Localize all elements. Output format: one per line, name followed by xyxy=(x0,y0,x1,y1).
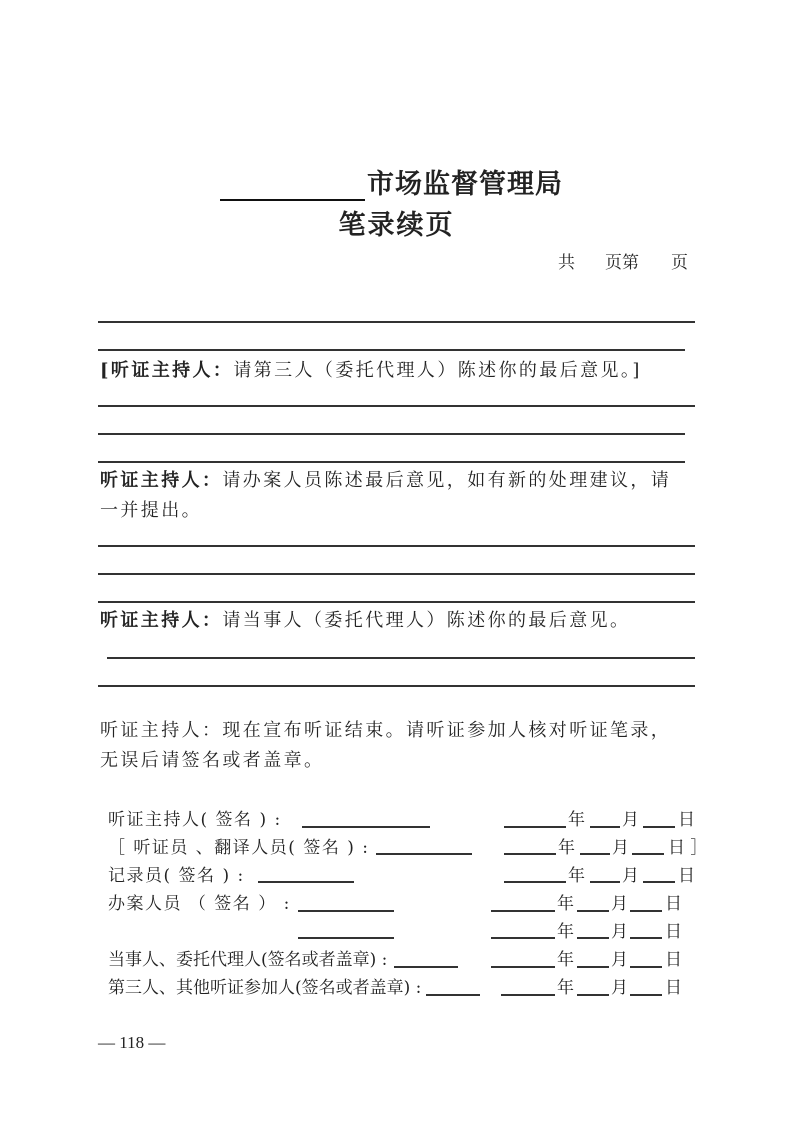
speaker-label: [听证主持人： xyxy=(100,360,234,381)
year-field[interactable] xyxy=(491,937,555,939)
signature-field-hearing-officer[interactable] xyxy=(376,853,472,855)
day-field[interactable] xyxy=(630,966,662,968)
month-label: 月 xyxy=(611,978,628,998)
signature-field-recorder[interactable] xyxy=(258,881,354,883)
agency-title xyxy=(220,162,563,201)
day-label: 日 xyxy=(678,810,695,830)
year-label: 年 xyxy=(557,978,574,998)
month-label: 月 xyxy=(622,810,639,830)
year-label: 年 xyxy=(557,950,574,970)
day-label: 日 ］ xyxy=(668,838,708,858)
writing-line xyxy=(98,349,685,351)
writing-line xyxy=(98,545,695,547)
prompt-party xyxy=(100,606,700,636)
speaker-label: 听证主持人： xyxy=(100,610,223,631)
year-label: 年 xyxy=(557,894,574,914)
month-field[interactable] xyxy=(577,910,609,912)
page-number: — 118 — xyxy=(98,1033,166,1052)
year-field[interactable] xyxy=(491,966,555,968)
signature-label-recorder: 记录员( 签名 ) : xyxy=(108,866,245,886)
signature-field-case-officer-1[interactable] xyxy=(298,910,394,912)
prompt-text: 请第三人（委托代理人）陈述你的最后意见。] xyxy=(233,360,642,381)
month-label: 月 xyxy=(611,922,628,942)
day-field[interactable] xyxy=(643,826,675,828)
day-field[interactable] xyxy=(632,853,664,855)
month-label: 月 xyxy=(612,838,629,858)
month-label: 月 xyxy=(611,894,628,914)
prompt-text: 请办案人员陈述最后意见，如有新的处理建议，请 xyxy=(222,470,672,491)
writing-line xyxy=(98,433,685,435)
speaker-label: 听证主持人： xyxy=(100,470,223,491)
closing-text: 听证主持人：现在宣布听证结束。请听证参加人核对听证笔录， xyxy=(100,720,672,741)
day-field[interactable] xyxy=(630,910,662,912)
day-field[interactable] xyxy=(643,881,675,883)
writing-line xyxy=(98,685,695,687)
day-field[interactable] xyxy=(630,994,662,996)
year-field[interactable] xyxy=(491,910,555,912)
signature-field-case-officer-2[interactable] xyxy=(298,937,394,939)
day-label: 日 xyxy=(678,866,695,886)
writing-line xyxy=(98,573,695,575)
year-field[interactable] xyxy=(501,994,555,996)
year-label: 年 xyxy=(557,922,574,942)
writing-line xyxy=(98,601,695,603)
day-label: 日 xyxy=(665,978,682,998)
month-field[interactable] xyxy=(580,853,610,855)
closing-statement xyxy=(100,716,700,776)
day-label: 日 xyxy=(665,950,682,970)
prompt-third-party xyxy=(100,356,700,386)
month-field[interactable] xyxy=(590,826,620,828)
signature-field-third-party[interactable] xyxy=(426,994,480,996)
signature-field-host[interactable] xyxy=(302,826,430,828)
month-field[interactable] xyxy=(577,966,609,968)
document-title: 笔录续页 xyxy=(338,210,455,241)
agency-title-text: 市场监督管理局 xyxy=(367,169,563,200)
prompt-text-continued: 一并提出。 xyxy=(100,500,202,521)
signature-label-case-officers: 办案人员 （ 签名 ） : xyxy=(108,894,291,914)
writing-line xyxy=(107,657,695,659)
page-current-label: 页第 xyxy=(605,253,639,273)
month-label: 月 xyxy=(611,950,628,970)
year-field[interactable] xyxy=(504,826,566,828)
year-label: 年 xyxy=(568,810,585,830)
day-label: 日 xyxy=(665,922,682,942)
signature-label-party: 当事人、委托代理人(签名或者盖章) : xyxy=(108,950,388,970)
signature-label-hearing-officer: ［ 听证员 、翻译人员( 签名 ) : xyxy=(108,838,370,858)
prompt-case-officers xyxy=(100,466,700,526)
day-label: 日 xyxy=(665,894,682,914)
page-counter xyxy=(558,248,688,273)
page-total-label: 共 xyxy=(558,253,575,273)
month-label: 月 xyxy=(622,866,639,886)
prompt-text: 请当事人（委托代理人）陈述你的最后意见。 xyxy=(222,610,631,631)
signature-field-party[interactable] xyxy=(394,966,458,968)
year-label: 年 xyxy=(568,866,585,886)
writing-line xyxy=(98,321,695,323)
month-field[interactable] xyxy=(577,937,609,939)
month-field[interactable] xyxy=(577,994,609,996)
page-suffix-label: 页 xyxy=(671,253,688,273)
year-field[interactable] xyxy=(504,853,556,855)
year-field[interactable] xyxy=(504,881,566,883)
signature-label-host: 听证主持人( 签名 ) : xyxy=(108,810,282,830)
signature-label-third-party: 第三人、其他听证参加人(签名或者盖章) : xyxy=(108,978,422,998)
writing-line xyxy=(98,461,685,463)
agency-name-blank xyxy=(220,169,365,201)
day-field[interactable] xyxy=(630,937,662,939)
writing-line xyxy=(98,405,695,407)
month-field[interactable] xyxy=(590,881,620,883)
year-label: 年 xyxy=(558,838,575,858)
closing-text-continued: 无误后请签名或者盖章。 xyxy=(100,750,325,771)
